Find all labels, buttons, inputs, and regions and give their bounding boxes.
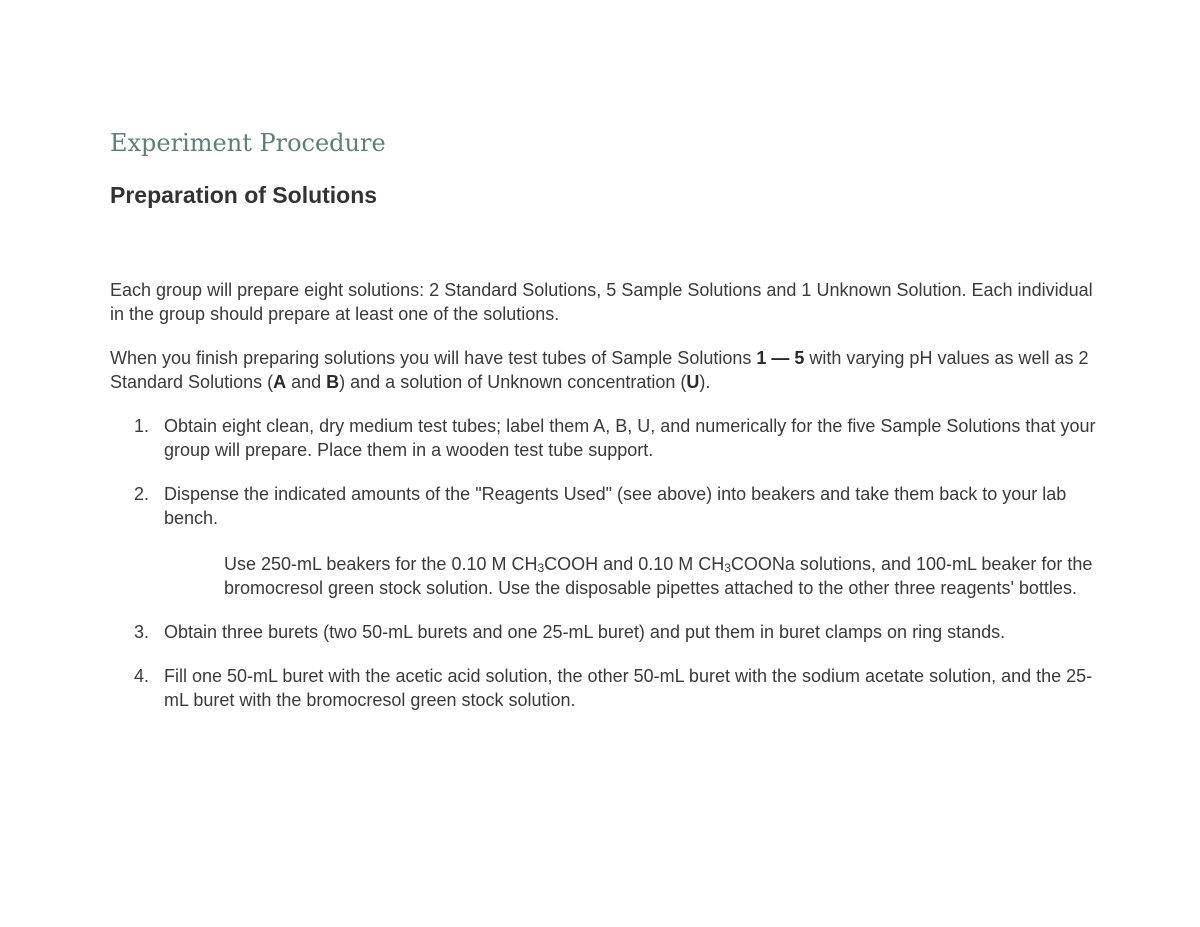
standard-b-label: B <box>326 372 340 392</box>
step-text: Fill one 50-mL buret with the acetic acid solution, the other 50-mL buret with the sodium acetate solution, and the 25-mL buret with the bromocresol green stock solution. <box>164 666 1093 710</box>
intro-paragraph-2 <box>110 346 1100 394</box>
step-text: Dispense the indicated amounts of the "Reagents Used" (see above) into beakers and take them back to your lab bench. <box>164 484 1067 528</box>
intro-p2-text-b: with varying pH values as well as 2 Standard Solutions ( <box>110 348 1089 392</box>
procedure-steps <box>110 414 1100 712</box>
step-number: 3. <box>134 622 150 642</box>
step-item <box>110 482 1100 600</box>
step-text: Obtain eight clean, dry medium test tubes; label them A, B, U, and numerically for the five Sample Solutions that your group will prepare. Place them in a wooden test tube support. <box>164 416 1096 460</box>
step-text: Obtain three burets (two 50-mL burets and one 25-mL buret) and put them in buret clamps on ring stands. <box>164 622 1006 642</box>
note-text-c: COONa solutions, and 100-mL beaker for the bromocresol green stock solution. Use the disposable pipettes attached to the other three reagents' bottles. <box>224 554 1093 598</box>
step-number: 4. <box>134 666 150 686</box>
intro-paragraph-1: Each group will prepare eight solutions: 2 Standard Solutions, 5 Sample Solutions and 1 Unknown Solution. Each individual in the group should prepare at least one of the solutions. <box>110 280 1093 324</box>
section-title: Experiment Procedure <box>110 129 386 157</box>
intro-p2-text-c: ) and a solution of Unknown concentration ( <box>339 372 687 392</box>
step-item <box>110 414 1100 462</box>
step-note <box>224 552 1100 600</box>
step-item <box>110 664 1100 712</box>
subscript-3: 3 <box>537 561 545 575</box>
intro-p2-text-a: When you finish preparing solutions you will have test tubes of Sample Solutions <box>110 348 757 368</box>
intro-p2-text-d: ). <box>699 372 711 392</box>
unknown-label: U <box>686 372 700 392</box>
subscript-3: 3 <box>724 561 731 575</box>
step-item <box>110 620 1100 644</box>
note-text-b: COOH and 0.10 M CH <box>544 554 725 574</box>
note-text-a: Use 250-mL beakers for the 0.10 M CH <box>224 554 538 574</box>
intro-p2-and: and <box>286 372 327 392</box>
sample-range: 1 — 5 <box>756 348 805 368</box>
standard-a-label: A <box>273 372 287 392</box>
procedure-body <box>110 278 1100 732</box>
sub-title: Preparation of Solutions <box>110 182 378 208</box>
step-number: 1. <box>134 416 150 436</box>
step-number: 2. <box>134 484 150 504</box>
